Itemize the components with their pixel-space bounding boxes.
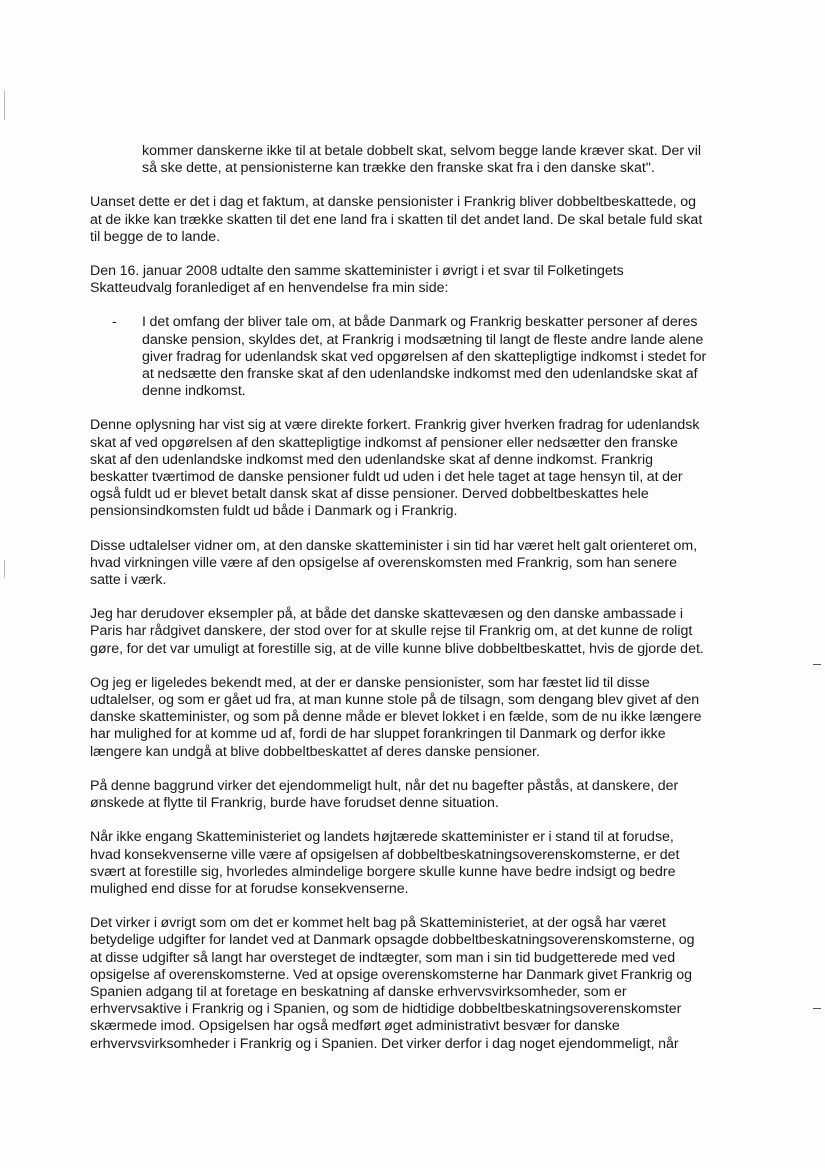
text-line: skat af ved opgørelsen af den skattepligtige indkomst af pensioner eller nedsætter den franske bbox=[90, 434, 678, 451]
text-line: skat af den udenlandske indkomst med den udenlandske skat af denne indkomst. Frankrig bbox=[90, 451, 654, 468]
body-paragraph bbox=[90, 778, 730, 812]
text-line: gøre, for det var umuligt at forestille sig, at de ville kunne blive dobbeltbeskattet, hvis de gjorde det. bbox=[90, 640, 704, 657]
text-line: Jeg har derudover eksempler på, at både det danske skattevæsen og den danske ambassade i bbox=[90, 606, 684, 623]
text-line: Disse udtalelser vidner om, at den danske skatteminister i sin tid har været helt galt orienteret om, bbox=[90, 537, 698, 554]
quote-paragraph bbox=[142, 143, 730, 177]
text-line: hvad virkningen ville være af den opsigelse af overenskomsten med Frankrig, som han senere bbox=[90, 554, 678, 571]
text-line: satte i værk. bbox=[90, 572, 167, 589]
text-line: skærmede imod. Opsigelsen har også medført øget administrativt besvær for danske bbox=[90, 1018, 620, 1035]
text-line: kommer danskerne ikke til at betale dobbelt skat, selvom begge lande kræver skat. Der vil bbox=[142, 143, 702, 159]
text-line: at disse udgifter så langt har oversteget de indtægter, som man i sin tid budgetterede med ved bbox=[90, 949, 676, 966]
text-line: Den 16. januar 2008 udtalte den samme skatteminister i øvrigt i et svar til Folketingets bbox=[90, 263, 624, 280]
body-paragraph bbox=[90, 417, 730, 520]
text-line: Spanien adgang til at foretage en beskatning af danske erhvervsvirksomheder, som er bbox=[90, 983, 627, 1000]
text-line: så ske dette, at pensionisterne kan trække den franske skat fra i den danske skat". bbox=[142, 160, 655, 177]
text-line: danske pension, skyldes det, at Frankrig i modsætning til langt de fleste andre lande alene bbox=[142, 331, 704, 348]
document-body bbox=[90, 143, 730, 1070]
text-line: at nedsætte den franske skat af den udenlandske indkomst med den udenlandske skat af bbox=[142, 366, 698, 383]
scan-edge-mark bbox=[813, 664, 821, 665]
text-line: opsigelse af overenskomsterne. Ved at opsige overenskomsterne har Danmark givet Frankrig og bbox=[90, 966, 693, 983]
text-line: svært at forestille sig, hvorledes almindelige borgere skulle kunne have bedre indsigt og bedre bbox=[90, 863, 676, 880]
body-paragraph bbox=[90, 675, 730, 761]
body-paragraph bbox=[90, 829, 730, 898]
text-line: Denne oplysning har vist sig at være direkte forkert. Frankrig giver hverken fradrag for udenlandsk bbox=[90, 417, 700, 434]
text-line: længere kan undgå at blive dobbeltbeskattet af deres danske pensioner. bbox=[90, 743, 540, 760]
text-line: Uanset dette er det i dag et faktum, at danske pensionister i Frankrig bliver dobbeltbeskattede, og bbox=[90, 194, 696, 211]
text-line: at de ikke kan trække skatten til det ene land fra i skatten til det andet land. De skal betale fuld skat bbox=[90, 211, 703, 228]
text-line: mulighed end disse for at forudse konsekvenserne. bbox=[90, 880, 409, 897]
text-line: Skatteudvalg foranlediget af en henvendelse fra min side: bbox=[90, 280, 449, 297]
text-line: danske skatteminister, og som på denne måde er blevet lokket i en fælde, som de nu ikke længere bbox=[90, 709, 702, 726]
scan-edge-mark bbox=[813, 1008, 821, 1009]
text-line: til begge de to lande. bbox=[90, 228, 221, 245]
bullet-item bbox=[112, 314, 730, 400]
text-line: Og jeg er ligeledes bekendt med, at der er danske pensionister, som har fæstet lid til disse bbox=[90, 674, 650, 691]
text-line: Paris har rådgivet danskere, der stod over for at skulle rejse til Frankrig om, at det kunne de roligt bbox=[90, 623, 693, 640]
text-line: erhvervsvirksomheder i Frankrig og i Spanien. Det virker derfor i dag noget ejendommeligt, når bbox=[90, 1035, 679, 1052]
text-line: også fuldt ud er blevet betalt dansk skat af disse pensioner. Derved dobbeltbeskattes hele bbox=[90, 486, 649, 503]
scan-edge-speck bbox=[4, 560, 5, 578]
text-line: erhvervsaktive i Frankrig og i Spanien, og som de hidtidige dobbeltbeskatningsoverenskomster bbox=[90, 1001, 682, 1018]
body-paragraph bbox=[90, 263, 730, 297]
text-line: Det virker i øvrigt som om det er kommet helt bag på Skatteministeriet, at der også har været bbox=[90, 915, 666, 932]
body-paragraph bbox=[90, 606, 730, 658]
text-line: beskatter tværtimod de danske pensioner fuldt ud uden i det hele taget at tage hensyn til, at der bbox=[90, 469, 683, 486]
body-paragraph bbox=[90, 194, 730, 246]
text-line: udtalelser, og som er gået ud fra, at man kunne stole på de tilsagn, som dengang blev givet af den bbox=[90, 692, 700, 709]
text-line: pensionsindkomsten fuldt ud både i Danmark og i Frankrig. bbox=[90, 503, 458, 520]
text-line: hvad konsekvenserne ville være af opsigelsen af dobbeltbeskatningsoverenskomsterne, er det bbox=[90, 846, 680, 863]
text-line: I det omfang der bliver tale om, at både Danmark og Frankrig beskatter personer af deres bbox=[142, 314, 698, 331]
text-line: har mulighed for at komme ud af, fordi de har sluppet forankringen til Danmark og derfor ikke bbox=[90, 726, 666, 743]
bullet-marker: - bbox=[112, 314, 117, 331]
text-line: betydelige udgifter for landet ved at Danmark opsagde dobbeltbeskatningsoverenskomsterne, og bbox=[90, 932, 695, 949]
body-paragraph bbox=[90, 538, 730, 590]
text-line: Når ikke engang Skatteministeriet og landets højtærede skatteminister er i stand til at forudse, bbox=[90, 829, 674, 846]
body-paragraph bbox=[90, 915, 730, 1053]
text-line: ønskede at flytte til Frankrig, burde have forudset denne situation. bbox=[90, 795, 499, 812]
text-line: giver fradrag for udenlandsk skat ved opgørelsen af den skattepligtige indkomst i stedet for bbox=[142, 348, 707, 365]
text-line: På denne baggrund virker det ejendommeligt hult, når det nu bagefter påstås, at danskere, der bbox=[90, 777, 679, 794]
text-line: denne indkomst. bbox=[142, 383, 246, 400]
scan-edge-speck bbox=[4, 90, 5, 120]
